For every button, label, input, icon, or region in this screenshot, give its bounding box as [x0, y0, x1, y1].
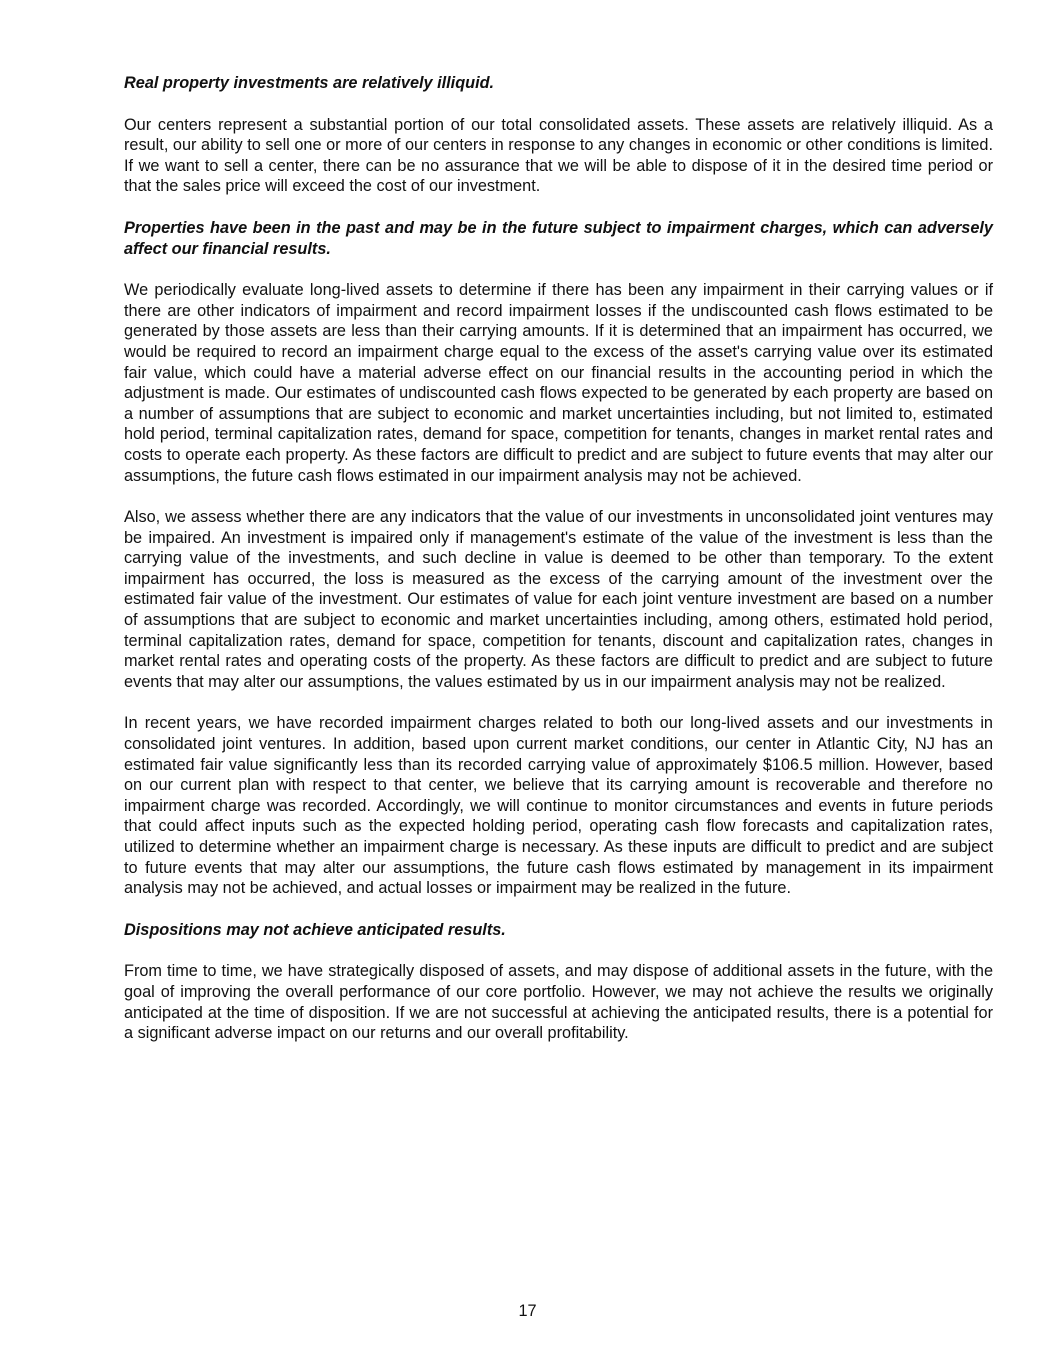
paragraph-impairment-joint-ventures: Also, we assess whether there are any indicators that the value of our investments in unconsolidated joint ventures may be impaired. An investment is impaired only if management's estimate of the value of the investment is less than the carrying value of the investments, and such decline in value is deemed to be other than temporary. To the extent impairment has occurred, the loss is measured as the excess of the carrying amount of the investment over the estimated fair value of the investment. Our estimates of value for each joint venture investment are based on a number of assumptions that are subject to economic and market uncertainties including, among others, estimated hold period, terminal capitalization rates, demand for space, competition for tenants, discount and capitalization rates, changes in market rental rates and operating costs of the property. As these factors are difficult to predict and are subject to future events that may alter our assumptions, the values estimated by us in our impairment analysis may not be realized.: [124, 508, 993, 691]
page-number: 17: [518, 1302, 537, 1320]
paragraph-dispositions: From time to time, we have strategically disposed of assets, and may dispose of additional assets in the future, with the goal of improving the overall performance of our core portfolio. However, we may not achieve the results we originally anticipated at the time of disposition. If we are not successful at achieving the anticipated results, there is a potential for a significant adverse impact on our returns and our overall profitability.: [124, 962, 993, 1043]
paragraph-impairment-long-lived: We periodically evaluate long-lived assets to determine if there has been any impairment in their carrying values or if there are other indicators of impairment and record impairment losses if the undiscounted cash flows estimated to be generated by those assets are less than their carrying amounts. If it is determined that an impairment has occurred, we would be required to record an impairment charge equal to the excess of the asset's carrying value over its estimated fair value, which could have a material adverse effect on our financial results in the accounting period in which the adjustment is made. Our estimates of undiscounted cash flows expected to be generated by each property are based on a number of assumptions that are subject to economic and market uncertainties including, but not limited to, estimated hold period, terminal capitalization rates, demand for space, competition for tenants, changes in market rental rates and costs to operate each property. As these factors are difficult to predict and are subject to future events that may alter our assumptions, the future cash flows estimated in our impairment analysis may not be achieved.: [124, 281, 993, 485]
paragraph-impairment-recent-years: In recent years, we have recorded impairment charges related to both our long-lived assets and our investments in consolidated joint ventures. In addition, based upon current market conditions, our center in Atlantic City, NJ has an estimated fair value significantly less than its recorded carrying value of approximately $106.5 million. However, based on our current plan with respect to that center, we believe that its carrying amount is recoverable and therefore no impairment charge was recorded. Accordingly, we will continue to monitor circumstances and events in future periods that could affect inputs such as the expected holding period, operating cash flow forecasts and capitalization rates, utilized to determine whether an impairment charge is necessary. As these inputs are difficult to predict and are subject to future events that may alter our assumptions, the future cash flows estimated by management in its impairment analysis may not be achieved, and actual losses or impairment may be realized in the future.: [124, 714, 993, 898]
document-body: [124, 73, 993, 1065]
section-heading-illiquid: Real property investments are relatively illiquid.: [124, 74, 495, 92]
paragraph-illiquid: Our centers represent a substantial portion of our total consolidated assets. These assets are relatively illiquid. As a result, our ability to sell one or more of our centers in response to any changes in economic or other conditions is limited. If we want to sell a center, there can be no assurance that we will be able to dispose of it in the desired time period or that the sales price will exceed the cost of our investment.: [124, 115, 993, 196]
section-heading-impairment: Properties have been in the past and may be in the future subject to impairment charges, which can adversely affect our financial results.: [124, 218, 993, 258]
section-heading-dispositions: Dispositions may not achieve anticipated results.: [124, 920, 506, 939]
